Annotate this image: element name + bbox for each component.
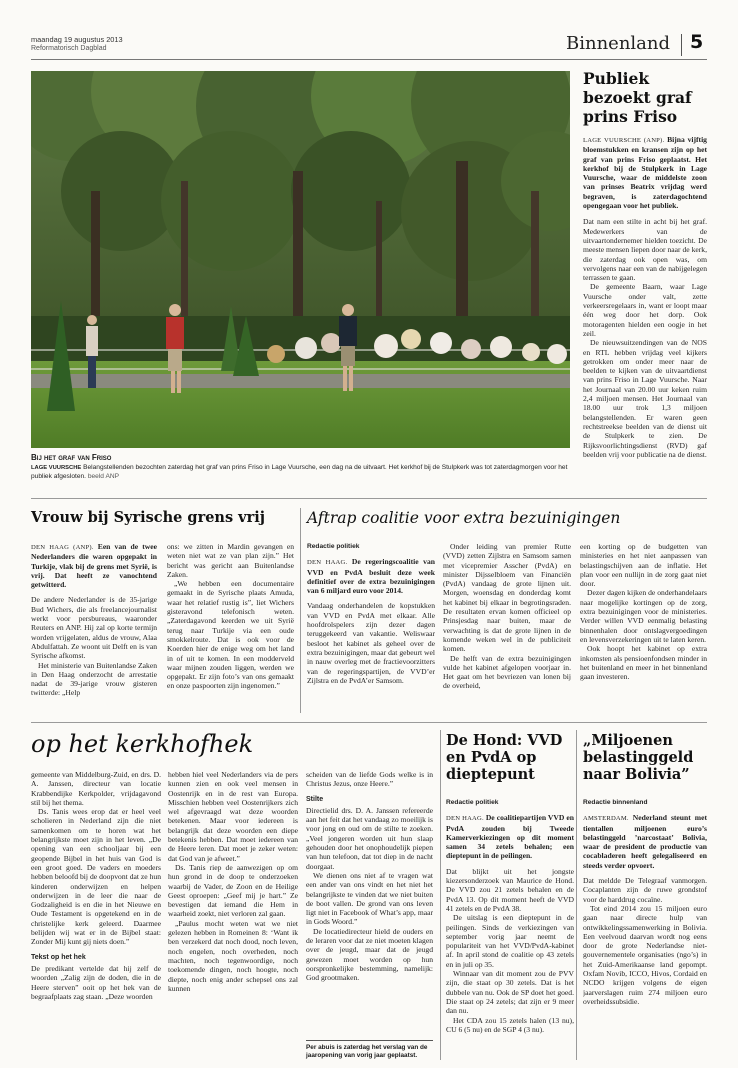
column-divider-3 xyxy=(576,730,577,1060)
kerkhofhek-c3p3: We dienen ons niet af te vragen wat een ander van ons vindt en het niet het belangrijkste te vinden dat we niet buiten de boot vallen. De grond van ons leven ligt niet in Facebook of What’s app, maar in Gods Woord.” xyxy=(306,870,433,927)
photo-caption-title: Bij het graf van Friso xyxy=(31,453,112,462)
hond-lead: De coalitiepartijen VVD en PvdA zouden bij Tweede Kamerverkiezingen op dit moment samen 34 zetels behalen; een dieptepunt in de peilingen. xyxy=(446,813,574,861)
bolivia-article xyxy=(583,798,707,1060)
bolivia-p1: Dat meldde De Telegraaf vanmorgen. Cocaplanten zijn de ruwe grondstof voor de harddrug cocaïne. xyxy=(583,876,707,904)
kerkhofhek-c3p2: Directielid drs. D. A. Janssen refereerde aan het feit dat het vandaag zo moeilijk is voor jong en oud om de stilte te zoeken. „Veel jongeren worden uit hun slaap gehouden door het onophoudelijk piepen van hun telefoon, dat tot diep in de nacht doorgaat. xyxy=(306,805,433,871)
caption-credit: beeld ANP xyxy=(87,472,120,480)
kerkhofhek-c1p1: gemeente van Middelburg-Zuid, en drs. D. A. Janssen, directeur van locatie Krabbendijke Kerkpolder, vrijdagavond stil bij het thema. xyxy=(31,770,161,807)
kerkhofhek-c2p3: „Paulus mocht weten wat we niet gelezen hebben in Romeinen 8: ‘Want ik ben verzekerd dat noch dood, noch leven, noch engelen, noch overheden, noch machten, noch tegenwoordige, noch toekomende dingen, noch hoogte, noch diepte, noch enig ander schepsel ons zal kunnen xyxy=(168,918,298,993)
caption-text: Belangstellenden bezochten zaterdag het graf van prins Friso in Lage Vuursche, een dag na de uitvaart. Het kerkhof bij de Stulpkerk was tot zaterdagmorgen voor het publiek afgesloten. xyxy=(31,464,568,480)
friso-p1: Dat nam een stilte in acht bij het graf. Medewerkers van de uitvaartondernemer hielden toezicht. De meeste mensen liepen door naar de kerk, die zaterdag ook open was, om vervolgens naar een van de nabijgelegen terrassen te gaan. xyxy=(583,217,707,283)
section-rule-1 xyxy=(31,498,707,499)
hond-dateline: DEN HAAG. xyxy=(446,815,484,823)
hond-p2: De uitslag is een dieptepunt in de peilingen. Sinds de verkiezingen van september vorig jaar neemt de populariteit van het VVD/PvdA-kabinet af. In april stond de coalitie op 43 zetels en in juli op 35. xyxy=(446,913,574,969)
section-rule-2 xyxy=(31,722,707,723)
coalitie-col-2 xyxy=(443,542,571,712)
coalitie-col-3 xyxy=(580,542,707,712)
syrie-col-2 xyxy=(167,542,294,712)
caption-dateline: LAGE VUURSCHE xyxy=(31,465,82,471)
coalitie-byline: Redactie politiek xyxy=(307,543,360,550)
hond-p1: Dat blijkt uit het jongste kiezersonderzoek van Maurice de Hond. De VVD zou 21 zetels behalen en de PvdA 13. Op dit moment heeft de VVD 41 zetels en de PvdA 38. xyxy=(446,866,574,913)
coalitie-dateline: DEN HAAG. xyxy=(307,559,348,567)
column-divider-1 xyxy=(300,508,301,713)
coalitie-p2: Onder leiding van premier Rutte (VVD) zetten Zijlstra en Samsom samen met vicepremier Asscher (PvdA) en minister Dijsselbloem van Financiën (PvdA) vandaag de grote lijnen uit. Morgen, woensdag en donderdag komt het kabinet bij elkaar in begrotingsraden. De resultaten ervan komen officieel op Prinsjesdag naar buiten, maar de verwachting is dat de grote lijnen in de komende weken wel in de publiciteit komen. xyxy=(443,542,571,654)
syrie-dateline: DEN HAAG (ANP). xyxy=(31,544,94,551)
coalitie-headline: Aftrap coalitie voor extra bezuinigingen xyxy=(307,509,621,527)
hond-p3: Winnaar van dit moment zou de PVV zijn, die staat op 30 zetels. Dat is het dubbele van nu. Ook de SP doet het goed. Die staat op 24 zetels; dat zijn er 9 meer dan nu. xyxy=(446,969,574,1016)
syrie-p2: Het ministerie van Buitenlandse Zaken in Den Haag onderzocht de arrestatie nadat de 39-jarige vrouw gisteren twitterde: „Help xyxy=(31,660,157,698)
kerkhofhek-c1-subhead: Tekst op het hek xyxy=(31,953,86,961)
bolivia-p2: Tot eind 2014 zou 15 miljoen euro gaan naar directe hulp van ontwikkelingssamenwerking in Bolivia. Een veelvoud daarvan wordt nog eens door de grote Nederlandse niet-gouvernementele organisaties (ngo’s) in het Zuid-Amerikaanse land gepompt. Oxfam Novib, ICCO, Hivos, Cordaid en NCDO krijgen volgens de eigen jaarverslagen ruim 274 miljoen euro overheidssubsidie. xyxy=(583,903,707,1006)
friso-article xyxy=(583,135,707,487)
photo-caption xyxy=(31,464,571,481)
kerkhofhek-c3p4: De locatiedirecteur hield de ouders en de leraren voor dat ze niet moeten klagen over de jeugd, maar dat de jeugd gewezen moet worden op hun oorspronkelijke bestemming, namelijk: God grootmaken. xyxy=(306,926,433,983)
bolivia-headline: „Miljoenen belastinggeld naar Bolivia” xyxy=(583,732,694,783)
kerkhofhek-c3-subhead: Stilte xyxy=(306,795,324,803)
correction-rule xyxy=(306,1040,433,1041)
bolivia-byline: Redactie binnenland xyxy=(583,799,648,806)
masthead-rule xyxy=(31,59,707,60)
coalitie-p5: Dezer dagen kijken de onderhandelaars naar mogelijke kortingen op de zorg, extra bezuinigingen voor de ministeries. Verder willen VVD eenmalig belasting binnenhalen door ontslagvergoedingen en levensverzekeringen uit te laten keren. xyxy=(580,588,707,644)
paper-name: Reformatorisch Dagblad xyxy=(31,45,107,52)
coalitie-p6: Ook hoopt het kabinet op extra inkomsten als pensioenfondsen minder in het buitenland en meer in het binnenland gaan investeren. xyxy=(580,644,707,682)
hond-p4: Het CDA zou 15 zetels halen (13 nu), CU 6 (5 nu) en de SGP 4 (3 nu). xyxy=(446,1015,574,1034)
coalitie-p4: een korting op de budgetten van ministeries en het niet aanpassen van belastingschijven aan de inflatie. Het plan voor een nullijn in de zorg gaat niet door. xyxy=(580,542,707,589)
kerkhofhek-c3p1: scheiden van de liefde Gods welke is in Christus Jezus, onze Heere.” xyxy=(306,770,433,789)
syrie-p4: „We hebben een documentaire gemaakt in de Syrische plaats Amuda, waar het relatief rustig is”, liet Wichers gisteravond telefonisch weten. „Zaterdagavond keerden we uit Syrië terug naar Turkije via een oude smokkelroute. Dat is ook voor de Koerden hier de enige weg om het land in of uit te komen. In een modderveld waar mijnen zouden liggen, werden we opgepakt. Er zijn foto’s van ons gemaakt en onze paspoorten zijn ingenomen.” xyxy=(167,579,294,691)
kerkhofhek-c2p1: hebben hiel veel Nederlanders via de pers kunnen zien en ook veel mensen in Oostenrijk en in de rest van Europa. Misschien hebben veel Oostenrijkers zich wel afgevraagd wat deze woorden betekenen. Maar voor iedereen is belangrijk dat deze woorden een diepe betekenis hebben. Dat moet iedereen van de Heere leren. Dat moet je zeker weten: dat God van je afweet.” xyxy=(168,770,298,863)
column-divider-2 xyxy=(440,730,441,1060)
section-title: Binnenland xyxy=(566,33,671,54)
friso-headline: Publiek bezoekt graf prins Friso xyxy=(583,69,692,126)
bolivia-lead: Nederland steunt met tientallen miljoenen euro’s belastinggeld ’narcostaat’ Bolivia, waar de president de productie van cocabladeren heeft gelegaliseerd en steeds verder opvoert. xyxy=(583,813,707,870)
issue-date: maandag 19 augustus 2013 xyxy=(31,35,123,44)
masthead-divider xyxy=(681,34,682,56)
kerkhofhek-headline: op het kerkhofhek xyxy=(31,730,254,758)
grave-photo-image xyxy=(31,71,570,448)
kerkhofhek-c1p3: De predikant vertelde dat hij zelf de woorden „Zalig zijn de doden, die in de Heere sterven” ooit op het hek van de begraafplaats zag staan. „Deze woorden xyxy=(31,963,161,1001)
coalitie-p3: De helft van de extra bezuinigingen vulde het kabinet afgelopen voorjaar in. Het gaat om het bevriezen van lonen bij de overheid, xyxy=(443,653,571,691)
coalitie-col-1 xyxy=(307,542,435,712)
kerkhofhek-c2p2: Ds. Tanis riep de aanwezigen op om hun grond in de doop te onderzoeken waarbij de Vader, de Zoon en de Heilige Geest oproepen: „Geef mij je hart.” Ze bevestigen dat iemand die Hem in waarheid zoekt, niet verloren zal gaan. xyxy=(168,862,298,919)
kerkhofhek-col-3 xyxy=(306,770,433,1060)
friso-lead: Bijna vijftig bloemstukken en kransen zijn op het graf van prins Friso geplaatst. Het kerkhof bij de Stulpkerk in Lage Vuursche, waar de middelste zoon van prinses Beatrix vrijdag werd begraven, is zaterdagochtend opengegaan voor het publiek. xyxy=(583,135,707,211)
syrie-p3: ons: we zitten in Mardin gevangen en weten niet wat ze van plan zijn.” Het bericht was gericht aan Buitenlandse Zaken. xyxy=(167,542,294,579)
syrie-col-1 xyxy=(31,542,157,712)
kerkhofhek-col-1 xyxy=(31,770,161,1060)
friso-dateline: LAGE VUURSCHE (ANP). xyxy=(583,137,665,144)
bolivia-dateline: AMSTERDAM. xyxy=(583,815,629,823)
friso-p3: De nieuwsuitzendingen van de NOS en RTL hebben vrijdag veel kijkers getrokken om onder meer naar de beelden te kijken van de uitvaartdienst van prins Friso in Lage Vuursche. Naar het Journaal van 20.00 uur keken ruim 2,4 miljoen mensen. Het Journaal van 18.00 uur trok 1,3 miljoen belangstellenden. Er waren geen rechtstreekse beelden van de dienst uit de Stulpkerk te zien. De Rijksvoorlichtingsdienst (RVD) gaf beelden vrij voor publicatie na de dienst. xyxy=(583,338,707,459)
kerkhofhek-c1p2: Ds. Tanis wees erop dat er heel veel scholieren in Nederland zijn die niet samenkomen om te horen wat het belangrijkste moet zijn in het leven. „De opening van een schooljaar bij een geopende Bijbel in het huis van God is een groot goed. De vaders en moeders hebben beloofd bij de doopvont dat ze hun kinderen onderwijzen en helpen onderwijzen in de leer die naar de Godzaligheid is en die in het Nieuwe en Oude Testament is opgetekend en in de christelijke kerk geleerd. Daarmee belijden wij wat er in de Bijbel staat: Zonder Mij kunt gij niets doen.” xyxy=(31,807,161,947)
hond-headline: De Hond: VVD en PvdA op dieptepunt xyxy=(446,732,563,783)
syrie-lead: Een van de twee Nederlanders die waren opgepakt in Turkije, vlak bij de grens met Syrië, is vrij. Dat heeft ze vanochtend getwitterd. xyxy=(31,542,157,590)
hond-article xyxy=(446,798,574,1060)
coalitie-p1: Vandaag onderhandelen de kopstukken van VVD en PvdA met elkaar. Alle hoofdrolspelers zijn dezer dagen teruggekeerd van vakantie. Weliswaar besloot het kabinet als geheel over de extra bezuinigingen, maar dat gebeurt wel in nauw overleg met de fractievoorzitters van de regeringspartijen, de VVD’er Zijlstra en de PvdA’er Samsom. xyxy=(307,601,435,685)
syrie-headline: Vrouw bij Syrische grens vrij xyxy=(31,509,266,526)
friso-p2: De gemeente Baarn, waar Lage Vuursche onder valt, zette verkeersregelaars in, want er loopt maar één weg door het dorp. Ook motoragenten hielden een oogje in het zeil. xyxy=(583,282,707,338)
hond-byline: Redactie politiek xyxy=(446,799,499,806)
syrie-p1: De andere Nederlander is de 35-jarige Bud Wichers, die als freelancejournalist werkt voor persbureaus, waaronder Reuters en ANP. Hij zal op korte termijn worden vrijgelaten, aldus de vrouw, Alaa Abdulfattah. Ze woont uit Delft en is van Syrische afkomst. xyxy=(31,595,157,661)
page-number: 5 xyxy=(690,31,704,53)
correction-note: Per abuis is zaterdag het verslag van de jaaropening van vorig jaar geplaatst. xyxy=(306,1044,428,1059)
kerkhofhek-col-2 xyxy=(168,770,298,1060)
coalitie-lead: De regeringscoalitie van VVD en PvdA besluit deze week definitief over de extra bezuinigingen van 6 miljard euro voor 2014. xyxy=(307,557,435,596)
grave-photo xyxy=(31,71,570,448)
